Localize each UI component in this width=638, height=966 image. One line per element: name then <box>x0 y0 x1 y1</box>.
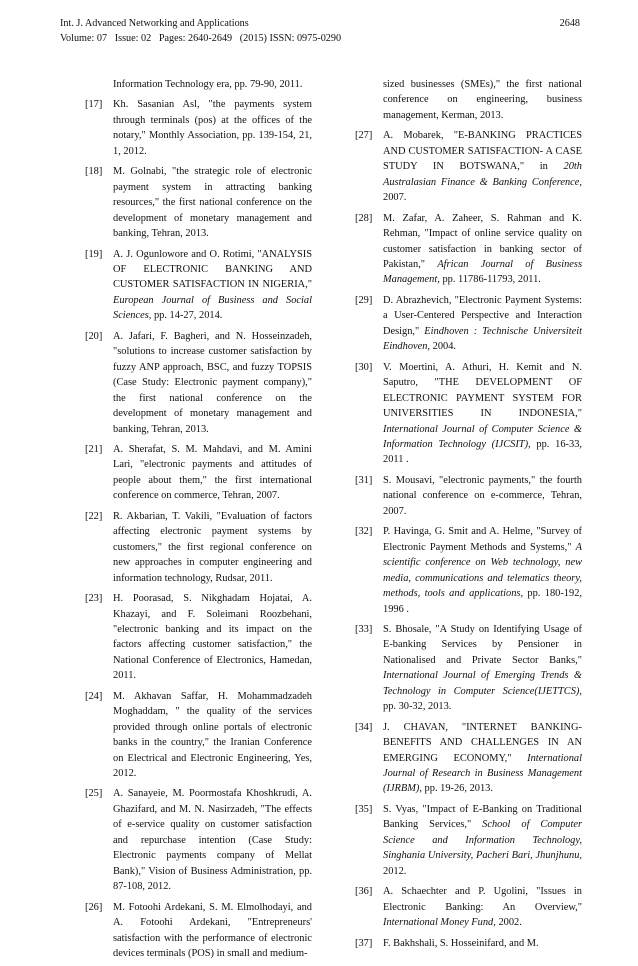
reference-text: A. Jafari, F. Bagheri, and N. Hosseinzadeh, "solutions to increase customer satisfaction by fuzzy ANP approach, BSC, and fuzzy TOPSIS (Case Study: Electronic payment company)," the first national conference on the development of monetary management and banking, Tehran, 2013. <box>113 330 312 435</box>
reference-text: A. Schaechter and P. Ugolini, "Issues in Electronic Banking: An Overview," <box>383 886 582 913</box>
reference-text: V. Moertini, A. Athuri, H. Kemit and N. Saputro, "THE DEVELOPMENT OF ELECTRONIC PAYMENT SYSTEM FOR UNIVERSITIES IN INDONESIA," <box>383 361 582 420</box>
reference-number: [27] <box>355 130 373 142</box>
reference-text: pp. 19-26, 2013. <box>421 783 493 795</box>
reference-source-italic: International Journal of Research in Business Management (IJRBM), <box>383 752 582 795</box>
page-header <box>60 16 580 46</box>
reference-text: F. Bakhshali, S. Hosseinifard, and M. <box>383 937 539 949</box>
reference-entry <box>85 689 312 782</box>
reference-text: Information Technology era, pp. 79-90, 2011. <box>113 79 303 90</box>
reference-entry <box>355 720 582 797</box>
reference-text: pp. 16-33, 2011 . <box>383 438 582 466</box>
reference-number: [33] <box>355 623 373 635</box>
reference-text: pp. 14-27, 2014. <box>151 310 223 322</box>
reference-entry <box>85 786 312 894</box>
reference-number: [32] <box>355 526 373 538</box>
reference-number: [29] <box>355 294 373 306</box>
reference-entry <box>355 211 582 288</box>
reference-text: 2004. <box>430 341 457 353</box>
reference-text: J. CHAVAN, "INTERNET BANKING- BENEFITS AND CHALLENGES IN AN EMERGING ECONOMY," <box>383 721 582 764</box>
reference-source-italic: European Journal of Business and Social Sciences, <box>113 294 312 322</box>
reference-entry <box>85 164 312 241</box>
reference-number: [36] <box>355 886 373 898</box>
reference-text: D. Abrazhevich, "Electronic Payment Systems: a User-Centered Perspective and Interaction Design," <box>383 294 582 337</box>
reference-number: [34] <box>355 721 373 733</box>
reference-entry <box>355 128 582 205</box>
reference-number: [17] <box>85 99 103 111</box>
reference-source-italic: International Journal of Computer Science & Information Technology (IJCSIT), <box>383 423 582 450</box>
reference-source-italic: Eindhoven : Technische Universiteit Eindhoven, <box>383 325 582 353</box>
reference-number: [21] <box>85 443 103 455</box>
right-reference-column <box>355 77 582 956</box>
reference-text: pp. 11786-11793, 2011. <box>439 274 541 286</box>
reference-entry <box>85 77 312 92</box>
reference-text: S. Bhosale, "A Study on Identifying Usage of E-banking Services by Pensioner in Nationalised and Private Sector Banks," <box>383 623 582 666</box>
reference-entry <box>355 473 582 519</box>
reference-text: A. Sherafat, S. M. Mahdavi, and M. Amini Lari, "electronic payments and attitudes of people about them," the first international conference on commerce, Tehran, 2007. <box>113 443 312 502</box>
reference-entry <box>355 77 582 123</box>
reference-number: [18] <box>85 166 103 178</box>
reference-text: M. Akhavan Saffar, H. Mohammadzadeh Moghaddam, " the quality of the services provided through online portals of electronic banks in the country," the Iranian Conference on Electrical and Electronic Engineering, Yes, 2012. <box>113 690 312 780</box>
reference-text: M. Zafar, A. Zaheer, S. Rahman and K. Rehman, "Impact of online service quality on customer satisfaction in banking sector of Pakistan," <box>383 212 582 270</box>
reference-text: pp. 30-32, 2013. <box>383 701 452 713</box>
reference-text: S. Mousavi, "electronic payments," the fourth national conference on e-commerce, Tehran, 2007. <box>383 474 582 517</box>
reference-entry <box>85 900 312 962</box>
reference-entry <box>85 509 312 586</box>
reference-entry <box>85 442 312 504</box>
reference-number: [20] <box>85 330 103 342</box>
reference-text: R. Akbarian, T. Vakili, "Evaluation of factors affecting electronic payment systems by customers," the first regional conference on new approaches in computer engineering and information technology, Rudsar, 2011. <box>113 510 312 584</box>
reference-source-italic: International Money Fund, <box>383 917 496 929</box>
reference-entry <box>355 622 582 715</box>
reference-number: [25] <box>85 788 103 800</box>
volume-info: Volume: 07 Issue: 02 Pages: 2640-2649 (2015) ISSN: 0975-0290 <box>60 33 342 44</box>
reference-text: , 2007. <box>383 176 582 204</box>
reference-text: M. Golnabi, "the strategic role of electronic payment system in attracting banking resources," the first national conference on the development of monetary management and banking, Tehran, 2013. <box>113 166 312 240</box>
reference-text: Kh. Sasanian Asl, "the payments system through terminals (pos) at the offices of the notary," Monthly Association, pp. 139-154, 21, 1, 2012. <box>113 99 312 157</box>
reference-entry <box>85 97 312 159</box>
reference-number: [24] <box>85 690 103 702</box>
reference-text: pp. 180-192, 1996 . <box>383 588 582 615</box>
reference-entry <box>355 936 582 951</box>
reference-number: [37] <box>355 937 373 949</box>
reference-entry <box>355 360 582 468</box>
reference-entry <box>355 524 582 617</box>
reference-text: A. Sanayeie, M. Poormostafa Khoshkrudi, A. Ghazifard, and M. N. Nasirzadeh, "The effects of e-service quality on customer satisfaction and repurchase intention (Case Study: Electronic payments company of Mellat Bank)," Vision of Business Administration, pp. 87-108, 2012. <box>113 788 312 893</box>
reference-source-italic: African Journal of Business Management, <box>383 258 583 286</box>
reference-entry <box>355 802 582 879</box>
reference-number: [30] <box>355 361 373 373</box>
reference-text: 2012. <box>383 865 407 877</box>
reference-text: S. Vyas, "Impact of E-Banking on Traditional Banking Services," <box>383 803 582 831</box>
reference-number: [19] <box>85 248 103 260</box>
reference-entry <box>85 591 312 684</box>
reference-text: M. Fotoohi Ardekani, S. M. Elmolhodayi, and A. Fotoohi Ardekani, "Entrepreneurs' satisfaction with the performance of electronic devices terminals (POS) in small and medium- <box>113 901 312 960</box>
reference-source-italic: A scientific conference on Web technology, new media, communications and telematics theory, methods, tools and applications, <box>383 541 582 600</box>
reference-text: sized businesses (SMEs)," the first national conference on engineering, business management, Kerman, 2013. <box>383 79 582 121</box>
reference-entry <box>85 247 312 324</box>
reference-source-italic: International Journal of Emerging Trends & Technology in Computer Science(IJETTCS), <box>383 670 582 697</box>
reference-text: A. J. Ogunlowore and O. Rotimi, "ANALYSIS OF ELECTRONIC BANKING AND CUSTOMER SATISFACTION IN NIGERIA," <box>113 248 312 291</box>
page-number: 2648 <box>559 18 580 29</box>
reference-source-italic: School of Computer Science and Information Technology, Singhania University, Pacheri Bari, Jhunjhunu, <box>383 819 582 862</box>
reference-number: [23] <box>85 593 103 605</box>
reference-number: [35] <box>355 803 373 815</box>
reference-text: A. Mobarek, "E-BANKING PRACTICES AND CUSTOMER SATISFACTION- A CASE STUDY IN BOTSWANA," in <box>383 130 582 173</box>
reference-entry <box>355 293 582 355</box>
reference-text: P. Havinga, G. Smit and A. Helme, "Survey of Electronic Payment Methods and Systems," <box>383 526 582 553</box>
reference-entry <box>85 329 312 437</box>
reference-source-italic: 20th Australasian Finance & Banking Conference <box>383 161 582 188</box>
journal-title: Int. J. Advanced Networking and Applications <box>60 18 249 29</box>
reference-text: 2002. <box>495 917 522 929</box>
reference-entry <box>355 884 582 930</box>
reference-number: [26] <box>85 901 103 913</box>
reference-text: H. Poorasad, S. Nikghadam Hojatai, A. Khazayi, and F. Soleimani Roozbehani, "electronic banking and its impact on the factors affecting customer satisfaction," the National Conference of Electronics, Hamedan, 2011. <box>113 593 312 682</box>
reference-number: [22] <box>85 510 103 522</box>
left-reference-column <box>85 77 312 966</box>
reference-number: [28] <box>355 212 373 224</box>
reference-number: [31] <box>355 474 373 486</box>
